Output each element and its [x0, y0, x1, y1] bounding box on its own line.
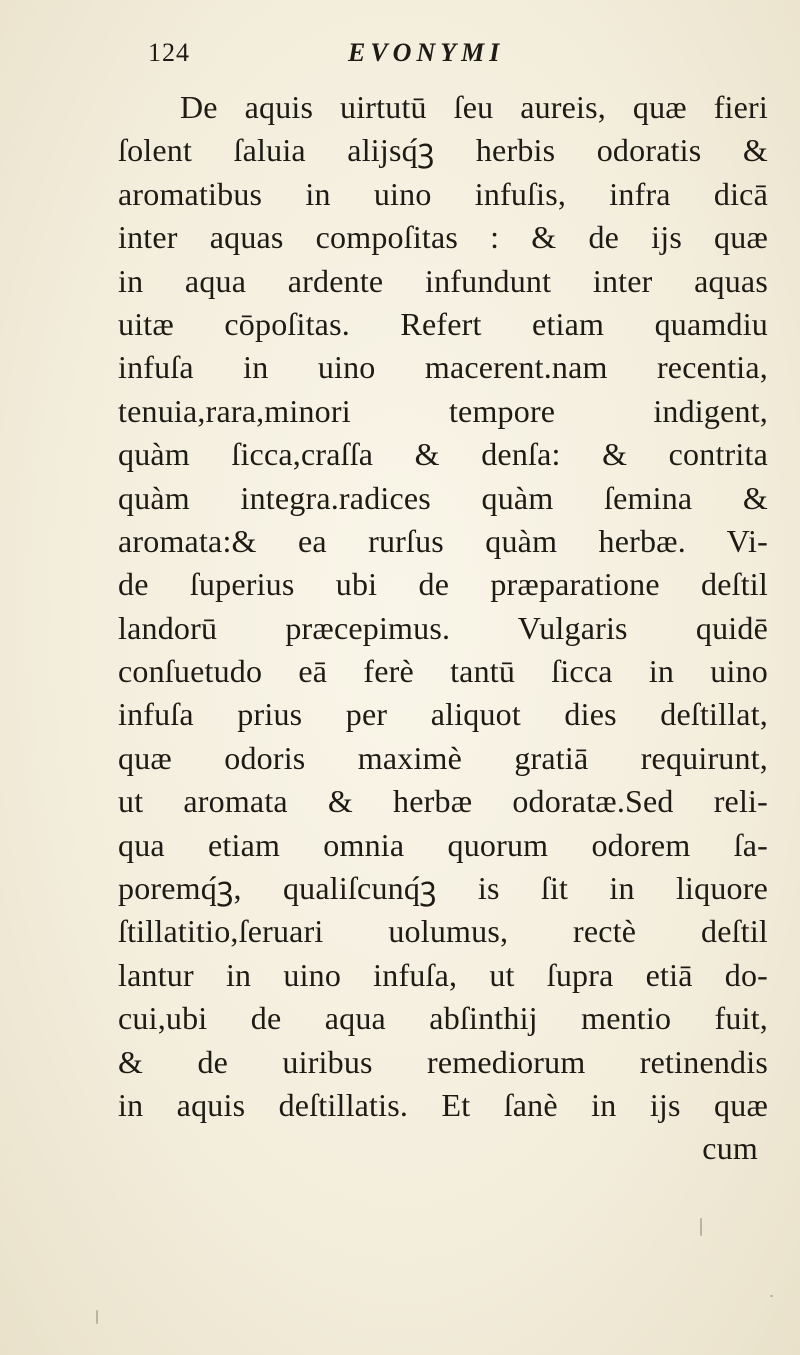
text-line: de ſuperius ubi de præparatione deſtil: [118, 566, 768, 603]
paper-speck: [770, 1295, 773, 1297]
text-line: inter aquas compoſitas : & de ijs quæ: [118, 219, 768, 256]
text-line: infuſa prius per aliquot dies deſtillat,: [118, 696, 768, 733]
paper-speck: [700, 1218, 702, 1236]
text-line: in aqua ardente infundunt inter aquas: [118, 262, 768, 299]
text-line: quàm ſicca,craſſa & denſa: & contrita: [118, 436, 768, 473]
running-title: EVONYMI: [348, 38, 505, 67]
text-line: quàm integra.radices quàm ſemina &: [118, 479, 768, 516]
text-line: qua etiam omnia quorum odorem ſa-: [118, 826, 768, 863]
page-header: [148, 38, 568, 78]
page-number: 124: [148, 38, 190, 67]
text-line: ſtillatitio,ſeruari uolumus, rectè deſtil: [118, 913, 768, 950]
catchword: cum: [702, 1130, 758, 1167]
text-line: ſolent ſaluia alijsq́ꝫ herbis odoratis &: [118, 132, 768, 169]
text-line: aromatibus in uino infuſis, infra dicā: [118, 175, 768, 212]
text-line: cui,ubi de aqua abſinthij mentio fuit,: [118, 1000, 768, 1037]
text-line: aromata:& ea rurſus quàm herbæ. Vi-: [118, 522, 768, 559]
paper-speck: [96, 1310, 98, 1324]
text-line: infuſa in uino macerent.nam recentia,: [118, 349, 768, 386]
text-line: poremq́ꝫ, qualiſcunq́ꝫ is ſit in liquore: [118, 870, 768, 907]
text-line: uitæ cōpoſitas. Refert etiam quamdiu: [118, 305, 768, 342]
text-line: lantur in uino infuſa, ut ſupra etiā do-: [118, 956, 768, 993]
text-line: tenuia,rara,minori tempore indigent,: [118, 392, 768, 429]
text-line: landorū præcepimus. Vulgaris quidē: [118, 609, 768, 646]
text-line: in aquis deſtillatis. Et ſanè in ijs quæ: [118, 1086, 768, 1123]
body-text: [118, 86, 768, 1171]
text-line: De aquis uirtutū ſeu aureis, quæ fieri: [180, 89, 768, 125]
text-line: conſuetudo eā ferè tantū ſicca in uino: [118, 653, 768, 690]
text-line: & de uiribus remediorum retinendis: [118, 1043, 768, 1080]
text-line: quæ odoris maximè gratiā requirunt,: [118, 739, 768, 776]
text-line: ut aromata & herbæ odoratæ.Sed reli-: [118, 783, 768, 820]
